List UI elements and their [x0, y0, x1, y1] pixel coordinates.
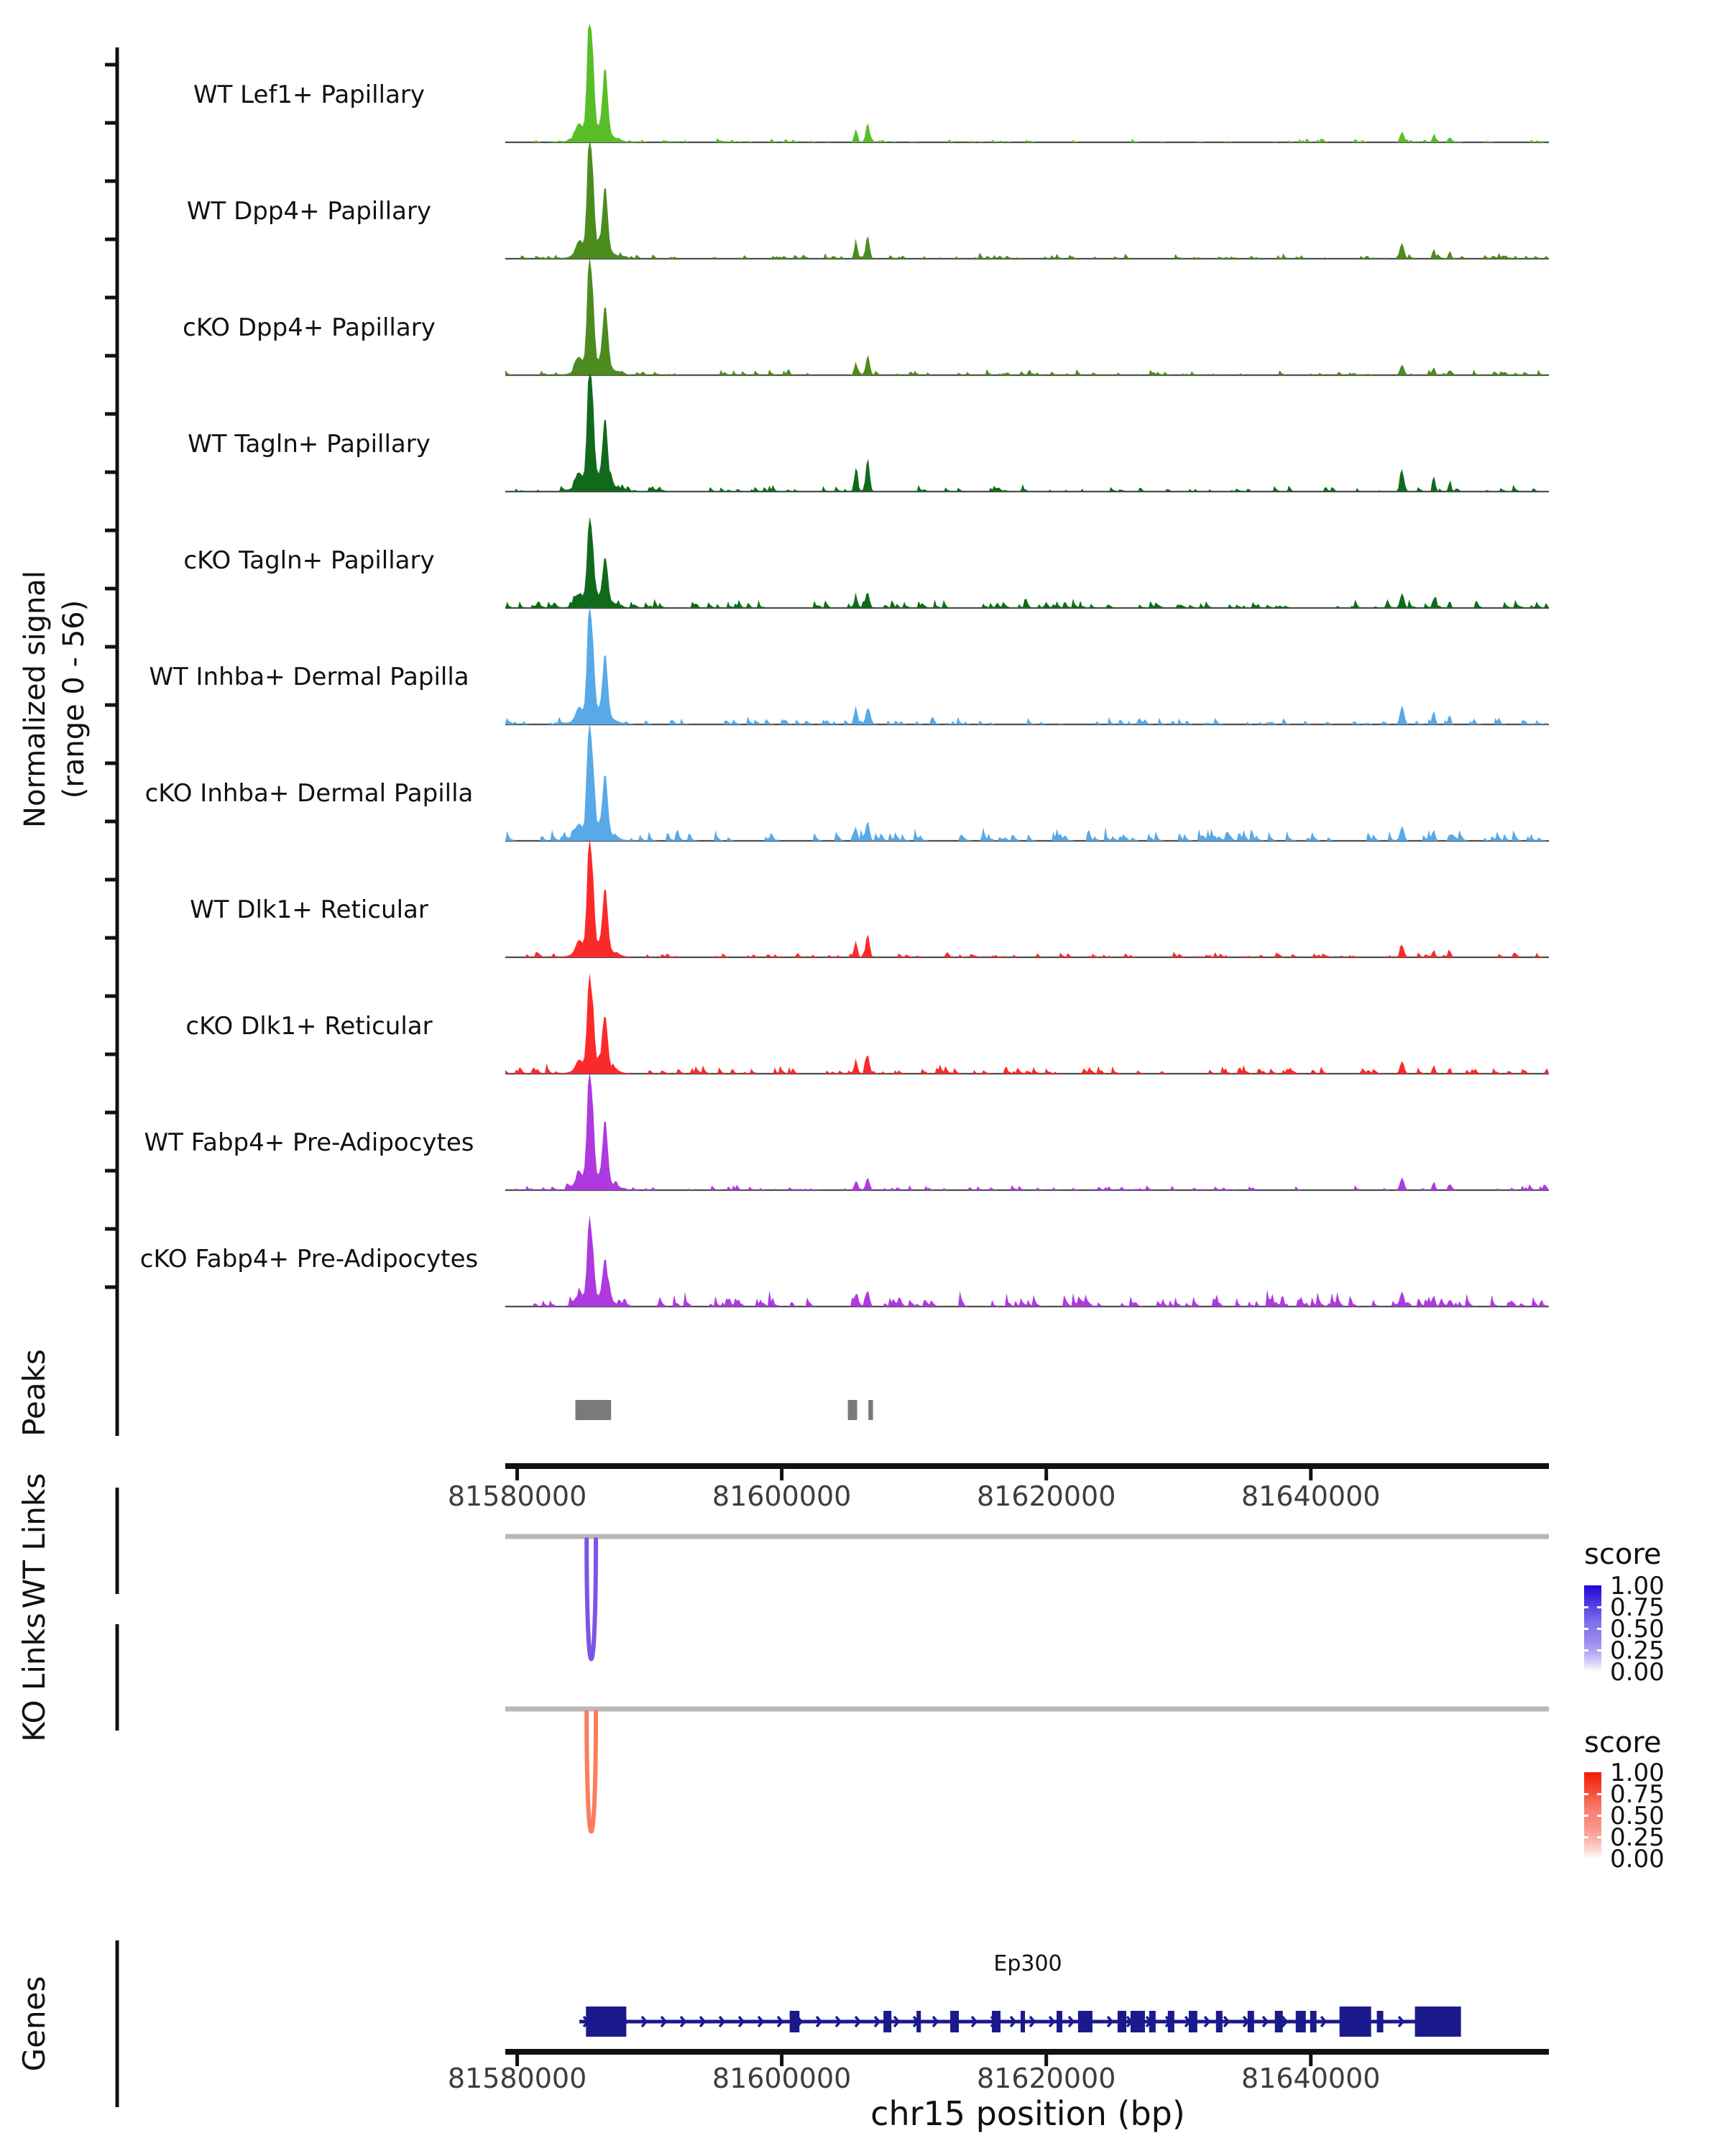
axis-tick-label: 81580000	[447, 1480, 587, 1512]
track-label: cKO Dlk1+ Reticular	[185, 1012, 433, 1041]
gene-exon	[1149, 2011, 1156, 2032]
legend-tick-label: 0.75	[1610, 1780, 1665, 1809]
legend-notch	[1584, 1793, 1588, 1795]
track-label: WT Lef1+ Papillary	[193, 80, 426, 109]
gene-exon	[1248, 2011, 1254, 2032]
legend-tick-label: 1.00	[1610, 1759, 1665, 1787]
y-axis-label-line2: (range 0 - 56)	[58, 599, 91, 799]
ko-links-panel-label: KO Links	[17, 1613, 52, 1742]
gene-exon	[1415, 2007, 1461, 2037]
gene-exon	[950, 2011, 959, 2032]
peak-interval	[848, 1400, 857, 1420]
legend-notch	[1584, 1606, 1588, 1608]
gene-exon	[1377, 2011, 1384, 2032]
legend-tick-label: 0.25	[1610, 1823, 1665, 1852]
gene-exon	[1310, 2011, 1317, 2032]
axis-tick-label: 81620000	[976, 1480, 1116, 1512]
gene-exon	[1340, 2007, 1371, 2037]
legend-notch	[1584, 1815, 1588, 1817]
track-label: WT Fabp4+ Pre-Adipocytes	[144, 1128, 474, 1157]
legend-notch	[1597, 1836, 1601, 1838]
gene-exon	[1216, 2011, 1223, 2032]
axis-tick-label: 81600000	[712, 2063, 852, 2094]
legend-notch	[1597, 1793, 1601, 1795]
gene-exon	[1131, 2011, 1145, 2032]
y-axis-label-line1: Normalized signal	[19, 571, 52, 828]
legend-notch	[1597, 1649, 1601, 1651]
gene-exon	[1296, 2011, 1306, 2032]
legend-notch	[1597, 1628, 1601, 1630]
legend-tick-label: 1.00	[1610, 1572, 1665, 1600]
x-axis-label: chr15 position (bp)	[870, 2094, 1185, 2133]
ko-score-legend-title: score	[1584, 1726, 1662, 1759]
track-label: WT Tagln+ Papillary	[188, 430, 431, 459]
track-label: WT Inhba+ Dermal Papilla	[149, 663, 469, 691]
legend-notch	[1584, 1649, 1588, 1651]
track-label: cKO Inhba+ Dermal Papilla	[144, 779, 474, 808]
peak-interval	[576, 1400, 612, 1420]
track-label: cKO Fabp4+ Pre-Adipocytes	[139, 1245, 479, 1273]
gene-exon	[1118, 2011, 1126, 2032]
legend-tick-label: 0.25	[1610, 1636, 1665, 1665]
legend-notch	[1584, 1628, 1588, 1630]
wt-links-panel-label: WT Links	[17, 1473, 52, 1609]
peaks-panel-label: Peaks	[17, 1349, 52, 1437]
gene-exon	[586, 2007, 626, 2037]
genes-panel-label: Genes	[17, 1976, 52, 2072]
legend-tick-label: 0.50	[1610, 1615, 1665, 1644]
gene-exon	[790, 2011, 800, 2032]
gene-exon	[1189, 2011, 1197, 2032]
gene-exon	[1021, 2011, 1025, 2032]
gene-name-label: Ep300	[993, 1951, 1062, 1976]
gene-exon	[916, 2011, 921, 2032]
gene-exon	[1078, 2011, 1092, 2032]
axis-tick-label: 81620000	[976, 2063, 1116, 2094]
track-label: WT Dlk1+ Reticular	[190, 895, 428, 924]
wt-score-legend-title: score	[1584, 1538, 1662, 1571]
track-label: cKO Tagln+ Papillary	[183, 546, 435, 575]
legend-tick-label: 0.75	[1610, 1593, 1665, 1622]
axis-tick-label: 81600000	[712, 1480, 852, 1512]
axis-tick-label: 81640000	[1241, 1480, 1381, 1512]
legend-tick-label: 0.50	[1610, 1802, 1665, 1830]
track-label: cKO Dpp4+ Papillary	[183, 313, 436, 342]
legend-notch	[1584, 1836, 1588, 1838]
gene-exon	[1057, 2011, 1062, 2032]
legend-notch	[1597, 1815, 1601, 1817]
axis-tick-label: 81640000	[1241, 2063, 1381, 2094]
legend-tick-label: 0.00	[1610, 1658, 1665, 1687]
gene-exon	[1168, 2011, 1174, 2032]
track-label: WT Dpp4+ Papillary	[186, 197, 432, 226]
gene-exon	[992, 2011, 1000, 2032]
legend-notch	[1597, 1606, 1601, 1608]
axis-tick-label: 81580000	[447, 2063, 587, 2094]
legend-tick-label: 0.00	[1610, 1845, 1665, 1874]
gene-exon	[1275, 2011, 1283, 2032]
gene-exon	[883, 2011, 891, 2032]
peak-interval	[868, 1400, 873, 1420]
